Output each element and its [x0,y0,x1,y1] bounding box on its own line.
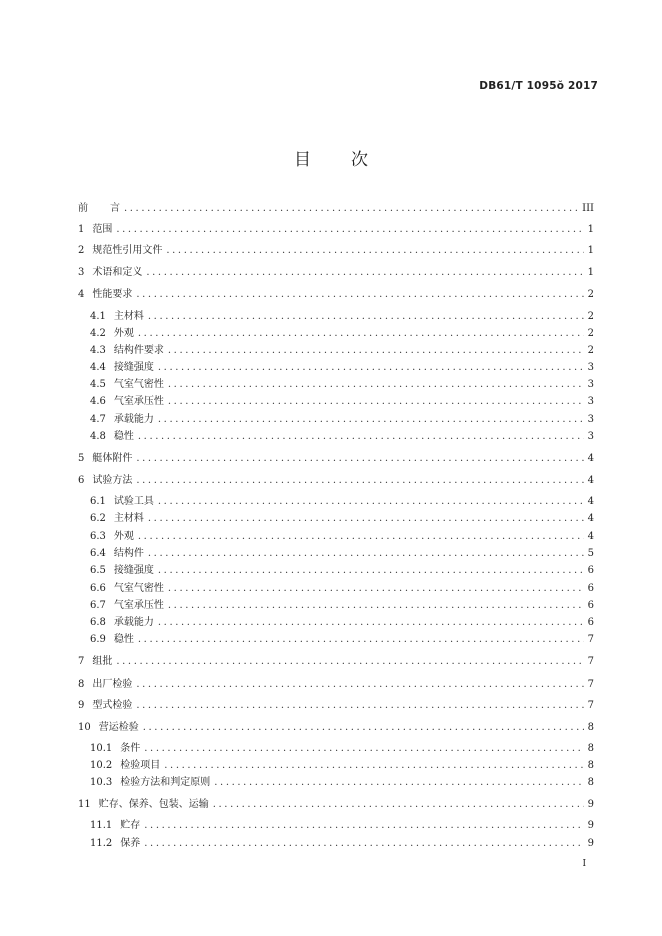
toc-entry-number: 6 [78,475,85,486]
toc-entry-number: 11 [78,799,91,810]
toc-entry-number: 10 [78,722,91,733]
toc-entry-title: 言 [110,203,120,214]
toc-entry-number: 7 [78,656,85,667]
toc-entry[interactable] [78,201,594,215]
toc-entry-number: 6.2 [90,513,106,524]
toc-entry-page: 1 [587,267,594,278]
toc-entry-number: 6.8 [90,617,106,628]
document-code: DB61/T 1095ŏ 2017 [479,80,598,92]
toc-leader-dots [136,453,583,465]
toc-leader-dots [214,777,583,789]
toc-leader-dots [164,760,583,772]
toc-entry[interactable] [78,287,594,301]
toc-entry-title: 试验工具 [113,496,154,507]
toc-leader-dots [148,548,584,560]
page-number: I [582,859,586,869]
toc-entry-title: 结构件要求 [113,345,164,356]
toc-leader-dots [136,679,583,691]
toc-entry-title: 结构件 [113,548,144,559]
toc-entry-page: 3 [587,431,594,442]
toc-entry-title: 主材料 [113,513,144,524]
toc-leader-dots [158,617,584,629]
toc-entry-number: 9 [78,700,85,711]
toc-leader-dots [144,820,583,832]
toc-leader-dots [146,267,583,279]
toc-entry-number: 6.7 [90,600,106,611]
toc-entry[interactable] [78,377,594,391]
toc-entry-title: 接缝强度 [113,565,154,576]
toc-leader-dots [158,414,584,426]
toc-entry-title: 检验方法和判定原则 [120,777,211,788]
toc-entry-number: 4.2 [90,328,106,339]
toc-leader-dots [144,838,583,850]
toc-entry-title: 性能要求 [92,289,133,300]
toc-entry-title: 承载能力 [113,414,154,425]
toc-entry-number: 3 [78,267,85,278]
toc-entry-page: 4 [587,475,594,486]
toc-entry-page: 3 [587,362,594,373]
toc-entry[interactable] [78,360,594,374]
toc-entry[interactable] [78,243,594,257]
toc-entry-title: 营运检验 [98,722,139,733]
toc-entry-number: 6.6 [90,583,106,594]
toc-entry[interactable] [78,758,594,772]
toc-entry-page: 4 [587,513,594,524]
toc-entry-number: 8 [78,679,85,690]
toc-entry[interactable] [78,429,594,443]
title-char-left: 目 [294,150,311,170]
toc-entry-page: 6 [587,617,594,628]
toc-leader-dots [138,531,584,543]
toc-entry[interactable] [78,326,594,340]
toc-entry-page: 7 [587,700,594,711]
toc-entry-title: 气室承压性 [113,396,164,407]
toc-entry-title: 承载能力 [113,617,154,628]
toc-leader-dots [116,656,583,668]
toc-entry-number: 11.1 [90,820,113,831]
toc-entry-page: 5 [587,548,594,559]
toc-entry[interactable] [78,343,594,357]
toc-entry-page: 6 [587,583,594,594]
toc-entry-page: 2 [587,289,594,300]
toc-entry-number: 6.4 [90,548,106,559]
toc-leader-dots [143,722,584,734]
toc-entry[interactable] [78,309,594,323]
toc-entry[interactable] [78,775,594,789]
toc-entry-title: 术语和定义 [92,267,143,278]
toc-leader-dots [138,634,584,646]
toc-entry-number: 10.1 [90,743,113,754]
toc-entry-page: 9 [587,838,594,849]
toc-entry-number: 1 [78,224,85,235]
toc-leader-dots [168,396,584,408]
toc-entry-page: 7 [587,634,594,645]
toc-entry-title: 保养 [120,838,141,849]
toc-entry-page: 6 [587,600,594,611]
toc-leader-dots [148,311,584,323]
toc-entry-title: 接缝强度 [113,362,154,373]
toc-leader-dots [168,379,584,391]
toc-entry-title: 贮存 [120,820,141,831]
toc-entry-number: 4.4 [90,362,106,373]
toc-leader-dots [136,289,583,301]
toc-entry-page: 8 [587,722,594,733]
toc-entry[interactable] [78,412,594,426]
toc-entry[interactable] [78,797,594,811]
toc-entry-page: 8 [587,743,594,754]
toc-entry-number: 4.8 [90,431,106,442]
toc-entry-page: 3 [587,414,594,425]
toc-entry-page: 7 [587,656,594,667]
toc-entry-page: 4 [587,531,594,542]
toc-entry-number: 4.3 [90,345,106,356]
toc-entry-number: 4 [78,289,85,300]
toc-entry-title: 试验方法 [92,475,133,486]
toc-entry-number: 4.5 [90,379,106,390]
toc-entry-title: 规范性引用文件 [92,245,163,256]
toc-entry-page: 2 [587,328,594,339]
toc-leader-dots [138,431,584,443]
toc-entry-page: 1 [587,224,594,235]
toc-entry-title: 条件 [120,743,141,754]
toc-entry-title: 气室气密性 [113,583,164,594]
toc-entry-number: 前 [78,203,88,214]
toc-entry-page: 7 [587,679,594,690]
toc-entry[interactable] [78,494,594,508]
toc-entry-title: 主材料 [113,311,144,322]
toc-entry[interactable] [78,818,594,832]
toc-entry-title: 范围 [92,224,113,235]
toc-entry-number: 4.6 [90,396,106,407]
toc-entry-page: 4 [587,496,594,507]
toc-entry-title: 检验项目 [120,760,161,771]
toc-leader-dots [158,565,584,577]
toc-entry-number: 10.2 [90,760,113,771]
toc-entry-page: 3 [587,379,594,390]
toc-entry-title: 气室承压性 [113,600,164,611]
toc-entry-title: 外观 [113,328,134,339]
toc-entry-title: 稳性 [113,634,134,645]
toc-entry[interactable] [78,615,594,629]
toc-entry[interactable] [78,394,594,408]
toc-entry[interactable] [78,632,594,646]
toc-entry-page: 2 [587,345,594,356]
toc-entry[interactable] [78,546,594,560]
toc-leader-dots [138,328,584,340]
toc-entry-page: III [582,203,594,214]
toc-entry-number: 6.5 [90,565,106,576]
toc-leader-dots [168,345,584,357]
toc-entry-page: 6 [587,565,594,576]
toc-leader-dots [166,245,583,257]
toc-entry[interactable] [78,720,594,734]
toc-entry-number: 11.2 [90,838,113,849]
toc-entry-page: 3 [587,396,594,407]
toc-entry-title: 艇体附件 [92,453,133,464]
toc-entry-page: 8 [587,777,594,788]
toc-entry[interactable] [78,265,594,279]
toc-entry-title: 组批 [92,656,113,667]
toc-leader-dots [136,700,583,712]
toc-entry-page: 9 [587,820,594,831]
toc-entry-title: 外观 [113,531,134,542]
page-title [0,145,662,170]
toc-entry-title: 气室气密性 [113,379,164,390]
toc-entry-page: 2 [587,311,594,322]
toc-entry[interactable] [78,741,594,755]
toc-entry[interactable] [78,563,594,577]
toc-entry[interactable] [78,677,594,691]
toc-entry[interactable] [78,473,594,487]
toc-entry-page: 1 [587,245,594,256]
toc-entry-page: 9 [587,799,594,810]
toc-entry[interactable] [78,836,594,850]
toc-entry-number: 6.9 [90,634,106,645]
toc-leader-dots [213,799,584,811]
toc-entry-page: 4 [587,453,594,464]
toc-entry-title: 出厂检验 [92,679,133,690]
toc-leader-dots [144,743,583,755]
toc-leader-dots [168,600,584,612]
toc-entry-number: 6.1 [90,496,106,507]
toc-entry-number: 2 [78,245,85,256]
toc-entry-title: 稳性 [113,431,134,442]
toc-entry[interactable] [78,222,594,236]
toc-entry-number: 10.3 [90,777,113,788]
toc-entry-title: 型式检验 [92,700,133,711]
toc-entry[interactable] [78,598,594,612]
title-char-right: 次 [351,150,368,170]
toc-entry-page: 8 [587,760,594,771]
toc-leader-dots [148,513,584,525]
toc-entry[interactable] [78,698,594,712]
toc-leader-dots [158,496,584,508]
toc-entry[interactable] [78,451,594,465]
toc-entry[interactable] [78,654,594,668]
toc-entry-number: 4.7 [90,414,106,425]
toc-entry[interactable] [78,529,594,543]
toc-entry[interactable] [78,581,594,595]
toc-leader-dots [158,362,584,374]
toc-entry-number: 4.1 [90,311,106,322]
toc-entry-title: 贮存、保养、包装、运输 [98,799,209,810]
toc-leader-dots [124,203,578,215]
toc-entry-number: 5 [78,453,85,464]
toc-entry-number: 6.3 [90,531,106,542]
toc-entry[interactable] [78,511,594,525]
toc-leader-dots [116,224,583,236]
toc-leader-dots [168,583,584,595]
toc-leader-dots [136,475,583,487]
